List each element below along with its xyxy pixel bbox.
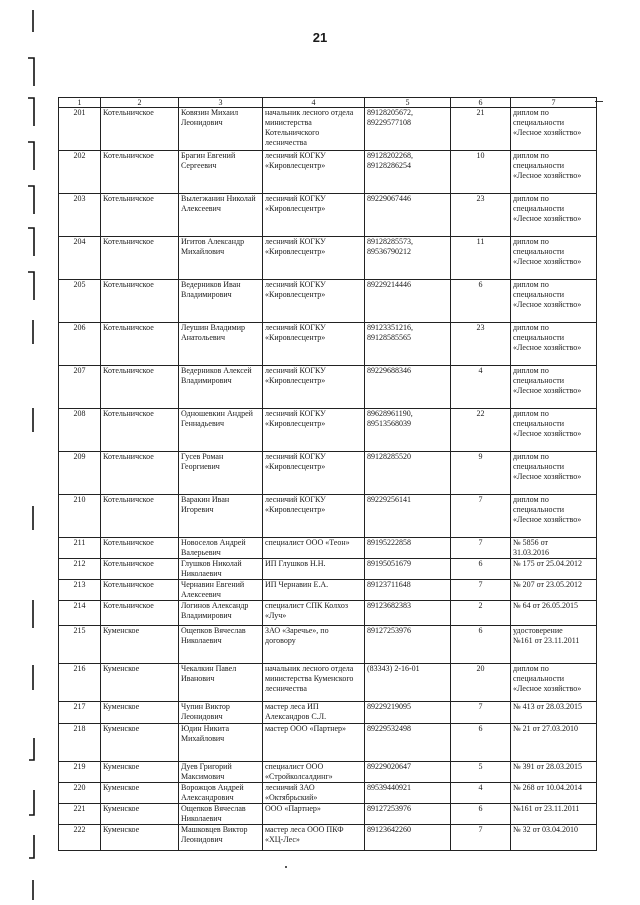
cell-num: 216 (59, 664, 101, 702)
cell-doc: диплом по специальности «Лесное хозяйство» (511, 495, 597, 538)
column-header: 5 (365, 98, 451, 108)
cell-num: 211 (59, 538, 101, 559)
cell-name: Машковцев Виктор Леонидович (179, 825, 263, 851)
page-number: 21 (312, 30, 328, 45)
cell-exp: 7 (451, 580, 511, 601)
cell-phone: 89195051679 (365, 559, 451, 580)
table-row (59, 664, 597, 702)
cell-district: Куменское (101, 783, 179, 804)
column-header: 3 (179, 98, 263, 108)
cell-district: Котельничское (101, 580, 179, 601)
cell-district: Куменское (101, 664, 179, 702)
cell-doc: диплом по специальности «Лесное хозяйство» (511, 237, 597, 280)
table-row (59, 194, 597, 237)
cell-phone: 89229214446 (365, 280, 451, 323)
cell-position: лесничий КОГКУ «Кировлесцентр» (263, 194, 365, 237)
cell-district: Котельничское (101, 323, 179, 366)
cell-num: 221 (59, 804, 101, 825)
cell-doc: диплом по специальности «Лесное хозяйство» (511, 409, 597, 452)
cell-doc: № 268 от 10.04.2014 (511, 783, 597, 804)
cell-district: Котельничское (101, 237, 179, 280)
cell-num: 201 (59, 108, 101, 151)
cell-num: 212 (59, 559, 101, 580)
cell-exp: 11 (451, 237, 511, 280)
cell-doc: № 391 от 28.03.2015 (511, 762, 597, 783)
cell-name: Новоселов Андрей Валерьевич (179, 538, 263, 559)
cell-name: Ощепков Вячеслав Николаевич (179, 804, 263, 825)
table-row (59, 108, 597, 151)
cell-position: лесничий ЗАО «Октябрьский» (263, 783, 365, 804)
cell-name: Чупин Виктор Леонидович (179, 702, 263, 724)
cell-phone: 89229020647 (365, 762, 451, 783)
cell-name: Ковязин Михаил Леонидович (179, 108, 263, 151)
cell-district: Котельничское (101, 194, 179, 237)
cell-num: 218 (59, 724, 101, 762)
cell-name: Варакин Иван Игоревич (179, 495, 263, 538)
specialists-table (58, 97, 597, 851)
table-row (59, 601, 597, 626)
cell-phone: 89539440921 (365, 783, 451, 804)
cell-phone: 89628961190, 89513568039 (365, 409, 451, 452)
cell-position: лесничий КОГКУ «Кировлесцентр» (263, 151, 365, 194)
cell-district: Котельничское (101, 409, 179, 452)
cell-exp: 6 (451, 724, 511, 762)
cell-name: Логинов Александр Владимирович (179, 601, 263, 626)
column-header: 1 (59, 98, 101, 108)
cell-phone: 89123642260 (365, 825, 451, 851)
cell-doc: диплом по специальности «Лесное хозяйство» (511, 323, 597, 366)
cell-district: Куменское (101, 702, 179, 724)
cell-doc: № 21 от 27.03.2010 (511, 724, 597, 762)
cell-phone: 89128202268, 89128286254 (365, 151, 451, 194)
table-row (59, 538, 597, 559)
cell-exp: 6 (451, 804, 511, 825)
table-row (59, 151, 597, 194)
cell-exp: 7 (451, 538, 511, 559)
cell-exp: 6 (451, 626, 511, 664)
cell-exp: 4 (451, 783, 511, 804)
cell-name: Ведерников Алексей Владимирович (179, 366, 263, 409)
cell-doc: № 175 от 25.04.2012 (511, 559, 597, 580)
cell-doc: №161 от 23.11.2011 (511, 804, 597, 825)
cell-phone: 89229219095 (365, 702, 451, 724)
cell-name: Одношевкин Андрей Геннадьевич (179, 409, 263, 452)
cell-name: Леушин Владимир Анатольевич (179, 323, 263, 366)
column-header: 2 (101, 98, 179, 108)
cell-num: 219 (59, 762, 101, 783)
cell-exp: 21 (451, 108, 511, 151)
cell-exp: 10 (451, 151, 511, 194)
cell-position: специалист ООО «Теон» (263, 538, 365, 559)
cell-name: Брагин Евгений Сергеевич (179, 151, 263, 194)
cell-num: 202 (59, 151, 101, 194)
table-row (59, 762, 597, 783)
cell-doc: № 32 от 03.04.2010 (511, 825, 597, 851)
cell-doc: диплом по специальности «Лесное хозяйство» (511, 194, 597, 237)
cell-name: Юдин Никита Михайлович (179, 724, 263, 762)
cell-num: 206 (59, 323, 101, 366)
header-row (59, 98, 597, 108)
cell-doc: диплом по специальности «Лесное хозяйство» (511, 366, 597, 409)
cell-doc: диплом по специальности «Лесное хозяйство» (511, 664, 597, 702)
cell-num: 205 (59, 280, 101, 323)
cell-phone: 89128285520 (365, 452, 451, 495)
cell-position: начальник лесного отдела министерства Куменского лесничества (263, 664, 365, 702)
cell-position: лесничий КОГКУ «Кировлесцентр» (263, 495, 365, 538)
cell-exp: 7 (451, 702, 511, 724)
cell-num: 213 (59, 580, 101, 601)
cell-phone: 89229067446 (365, 194, 451, 237)
cell-doc: диплом по специальности «Лесное хозяйство» (511, 151, 597, 194)
cell-district: Куменское (101, 804, 179, 825)
cell-name: Ворожцов Андрей Александрович (179, 783, 263, 804)
cell-district: Котельничское (101, 151, 179, 194)
table-row (59, 409, 597, 452)
cell-position: лесничий КОГКУ «Кировлесцентр» (263, 323, 365, 366)
cell-position: ИП Чернавин Е.А. (263, 580, 365, 601)
table-row (59, 626, 597, 664)
cell-phone: 89229532498 (365, 724, 451, 762)
cell-position: лесничий КОГКУ «Кировлесцентр» (263, 366, 365, 409)
cell-position: мастер ООО «Партнер» (263, 724, 365, 762)
table-row (59, 323, 597, 366)
cell-doc: диплом по специальности «Лесное хозяйство» (511, 108, 597, 151)
cell-exp: 6 (451, 559, 511, 580)
cell-phone: 89128285573, 89536790212 (365, 237, 451, 280)
cell-num: 207 (59, 366, 101, 409)
cell-district: Куменское (101, 626, 179, 664)
cell-position: ИП Глушков Н.Н. (263, 559, 365, 580)
cell-position: мастер леса ИП Александров С.Л. (263, 702, 365, 724)
cell-exp: 23 (451, 323, 511, 366)
cell-district: Котельничское (101, 366, 179, 409)
cell-name: Вылегжанин Николай Алексеевич (179, 194, 263, 237)
cell-position: мастер леса ООО ПКФ «ХЦ-Лес» (263, 825, 365, 851)
cell-doc: № 64 от 26.05.2015 (511, 601, 597, 626)
cell-exp: 9 (451, 452, 511, 495)
table-row (59, 580, 597, 601)
cell-doc: № 5856 от 31.03.2016 (511, 538, 597, 559)
cell-doc: диплом по специальности «Лесное хозяйство» (511, 452, 597, 495)
cell-phone: 89128205672, 89229577108 (365, 108, 451, 151)
cell-phone: 89127253976 (365, 804, 451, 825)
cell-num: 222 (59, 825, 101, 851)
table-row (59, 825, 597, 851)
table-row (59, 702, 597, 724)
cell-phone: 89229688346 (365, 366, 451, 409)
cell-phone: (83343) 2-16-01 (365, 664, 451, 702)
cell-num: 204 (59, 237, 101, 280)
cell-num: 214 (59, 601, 101, 626)
cell-phone: 89127253976 (365, 626, 451, 664)
cell-position: лесничий КОГКУ «Кировлесцентр» (263, 280, 365, 323)
cell-district: Куменское (101, 724, 179, 762)
cell-exp: 23 (451, 194, 511, 237)
cell-name: Гусев Роман Георгиевич (179, 452, 263, 495)
cell-district: Котельничское (101, 280, 179, 323)
column-header: 6 (451, 98, 511, 108)
cell-doc: удостоверение №161 от 23.11.2011 (511, 626, 597, 664)
cell-phone: 89195222858 (365, 538, 451, 559)
cell-num: 220 (59, 783, 101, 804)
cell-position: специалист СПК Колхоз «Луч» (263, 601, 365, 626)
cell-district: Котельничское (101, 559, 179, 580)
cell-num: 217 (59, 702, 101, 724)
table-row (59, 495, 597, 538)
cell-phone: 89123711648 (365, 580, 451, 601)
cell-exp: 7 (451, 495, 511, 538)
column-header: 4 (263, 98, 365, 108)
cell-name: Дуев Григорий Максимович (179, 762, 263, 783)
cell-position: специалист ООО «Стройколсалдинг» (263, 762, 365, 783)
cell-name: Ведерников Иван Владимирович (179, 280, 263, 323)
cell-district: Куменское (101, 825, 179, 851)
cell-exp: 5 (451, 762, 511, 783)
cell-position: лесничий КОГКУ «Кировлесцентр» (263, 237, 365, 280)
cell-doc: № 413 от 28.03.2015 (511, 702, 597, 724)
cell-name: Игитов Александр Михайлович (179, 237, 263, 280)
binder-marks (0, 0, 60, 905)
cell-name: Глушков Николай Николаевич (179, 559, 263, 580)
cell-exp: 4 (451, 366, 511, 409)
table-row (59, 366, 597, 409)
cell-phone: 89229256141 (365, 495, 451, 538)
cell-exp: 22 (451, 409, 511, 452)
cell-position: лесничий КОГКУ «Кировлесцентр» (263, 452, 365, 495)
cell-exp: 6 (451, 280, 511, 323)
cell-position: ЗАО «Заречье», по договору (263, 626, 365, 664)
cell-district: Котельничское (101, 538, 179, 559)
cell-position: лесничий КОГКУ «Кировлесцентр» (263, 409, 365, 452)
column-header: 7 (511, 98, 597, 108)
cell-phone: 89123351216, 89128585565 (365, 323, 451, 366)
cell-district: Котельничское (101, 601, 179, 626)
table-row (59, 452, 597, 495)
cell-num: 215 (59, 626, 101, 664)
cell-district: Котельничское (101, 452, 179, 495)
table-row (59, 559, 597, 580)
table-row (59, 724, 597, 762)
cell-district: Котельничское (101, 108, 179, 151)
cell-phone: 89123682383 (365, 601, 451, 626)
cell-num: 210 (59, 495, 101, 538)
cell-doc: № 207 от 23.05.2012 (511, 580, 597, 601)
cell-num: 203 (59, 194, 101, 237)
scan-speck (285, 866, 287, 868)
cell-district: Котельничское (101, 495, 179, 538)
table-row (59, 237, 597, 280)
cell-num: 209 (59, 452, 101, 495)
cell-position: начальник лесного отдела министерства Котельничского лесничества (263, 108, 365, 151)
cell-position: ООО «Партнер» (263, 804, 365, 825)
cell-name: Чекалкин Павел Иванович (179, 664, 263, 702)
cell-exp: 20 (451, 664, 511, 702)
cell-exp: 2 (451, 601, 511, 626)
cell-doc: диплом по специальности «Лесное хозяйство» (511, 280, 597, 323)
cell-exp: 7 (451, 825, 511, 851)
table-row (59, 804, 597, 825)
cell-district: Куменское (101, 762, 179, 783)
cell-name: Чернавин Евгений Алексеевич (179, 580, 263, 601)
table-row (59, 783, 597, 804)
table-row (59, 280, 597, 323)
cell-name: Ощепков Вячеслав Николаевич (179, 626, 263, 664)
cell-num: 208 (59, 409, 101, 452)
